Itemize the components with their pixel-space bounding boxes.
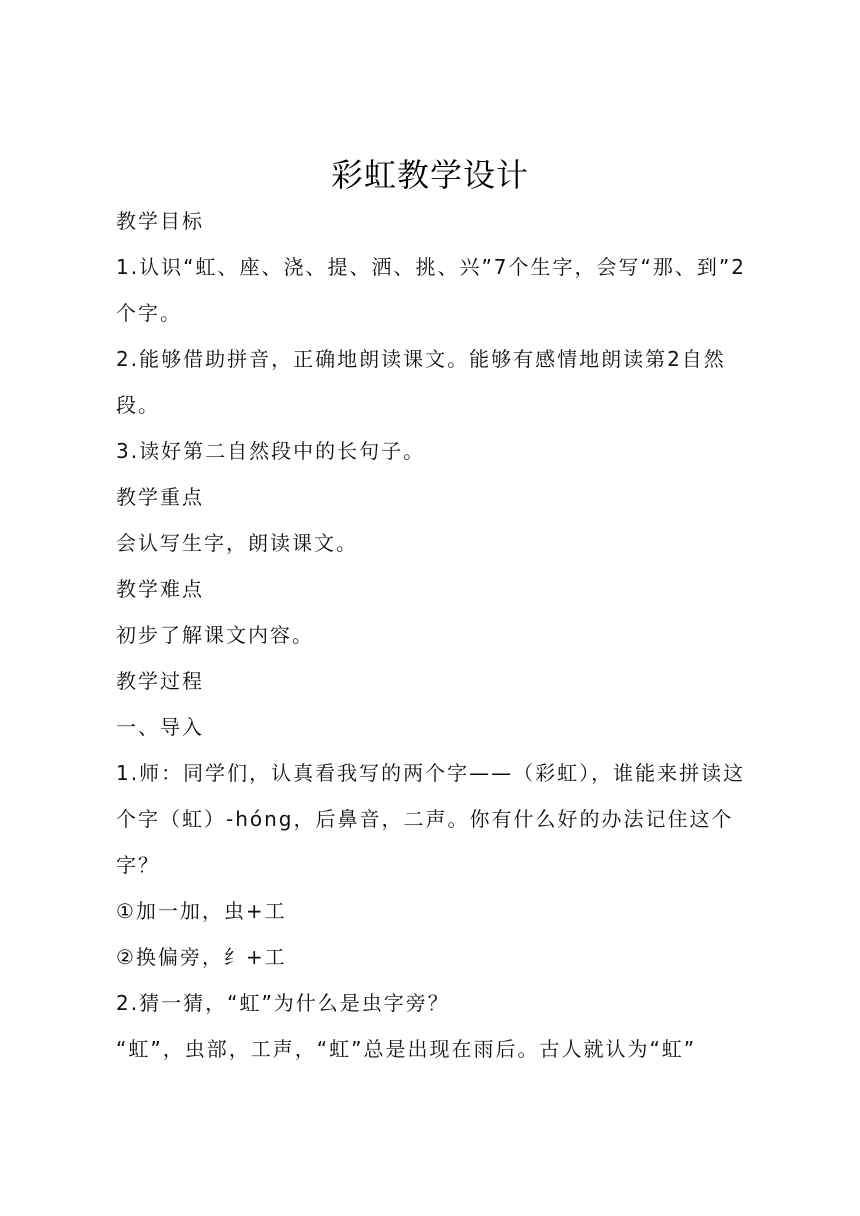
section-heading-key-points: 教学重点 (116, 485, 204, 509)
objective-item-3: 3.读好第二自然段中的长句子。 (116, 439, 426, 463)
key-points-text: 会认写生字，朗读课文。 (116, 531, 358, 555)
process-step-2: 2.猜一猜，“虹”为什么是虫字旁？ (116, 991, 450, 1015)
subsection-heading-intro: 一、导入 (116, 715, 204, 739)
objective-item-2: 2.能够借助拼音，正确地朗读课文。能够有感情地朗读第2自然段。 (116, 347, 726, 417)
section-heading-objectives: 教学目标 (116, 209, 204, 233)
section-heading-process: 教学过程 (116, 669, 204, 693)
document-body (116, 198, 756, 1072)
process-step-1: 1.师：同学们，认真看我写的两个字——（彩虹），谁能来拼读这个字（虹）-hóng，后鼻音，二声。你有什么好的办法记住这个字？ (116, 761, 746, 877)
objective-item-1: 1.认识“虹、座、浇、提、洒、挑、兴”7个生字，会写“那、到”2个字。 (116, 255, 746, 325)
document-title: 彩虹教学设计 (330, 156, 529, 194)
method-item-1: ①加一加，虫+工 (116, 899, 287, 923)
section-heading-difficulties: 教学难点 (116, 577, 204, 601)
explanation-paragraph: “虹”，虫部，工声，“虹”总是出现在雨后。古人就认为“虹” (116, 1037, 697, 1061)
difficulties-text: 初步了解课文内容。 (116, 623, 314, 647)
method-item-2: ②换偏旁，纟+工 (116, 945, 287, 969)
